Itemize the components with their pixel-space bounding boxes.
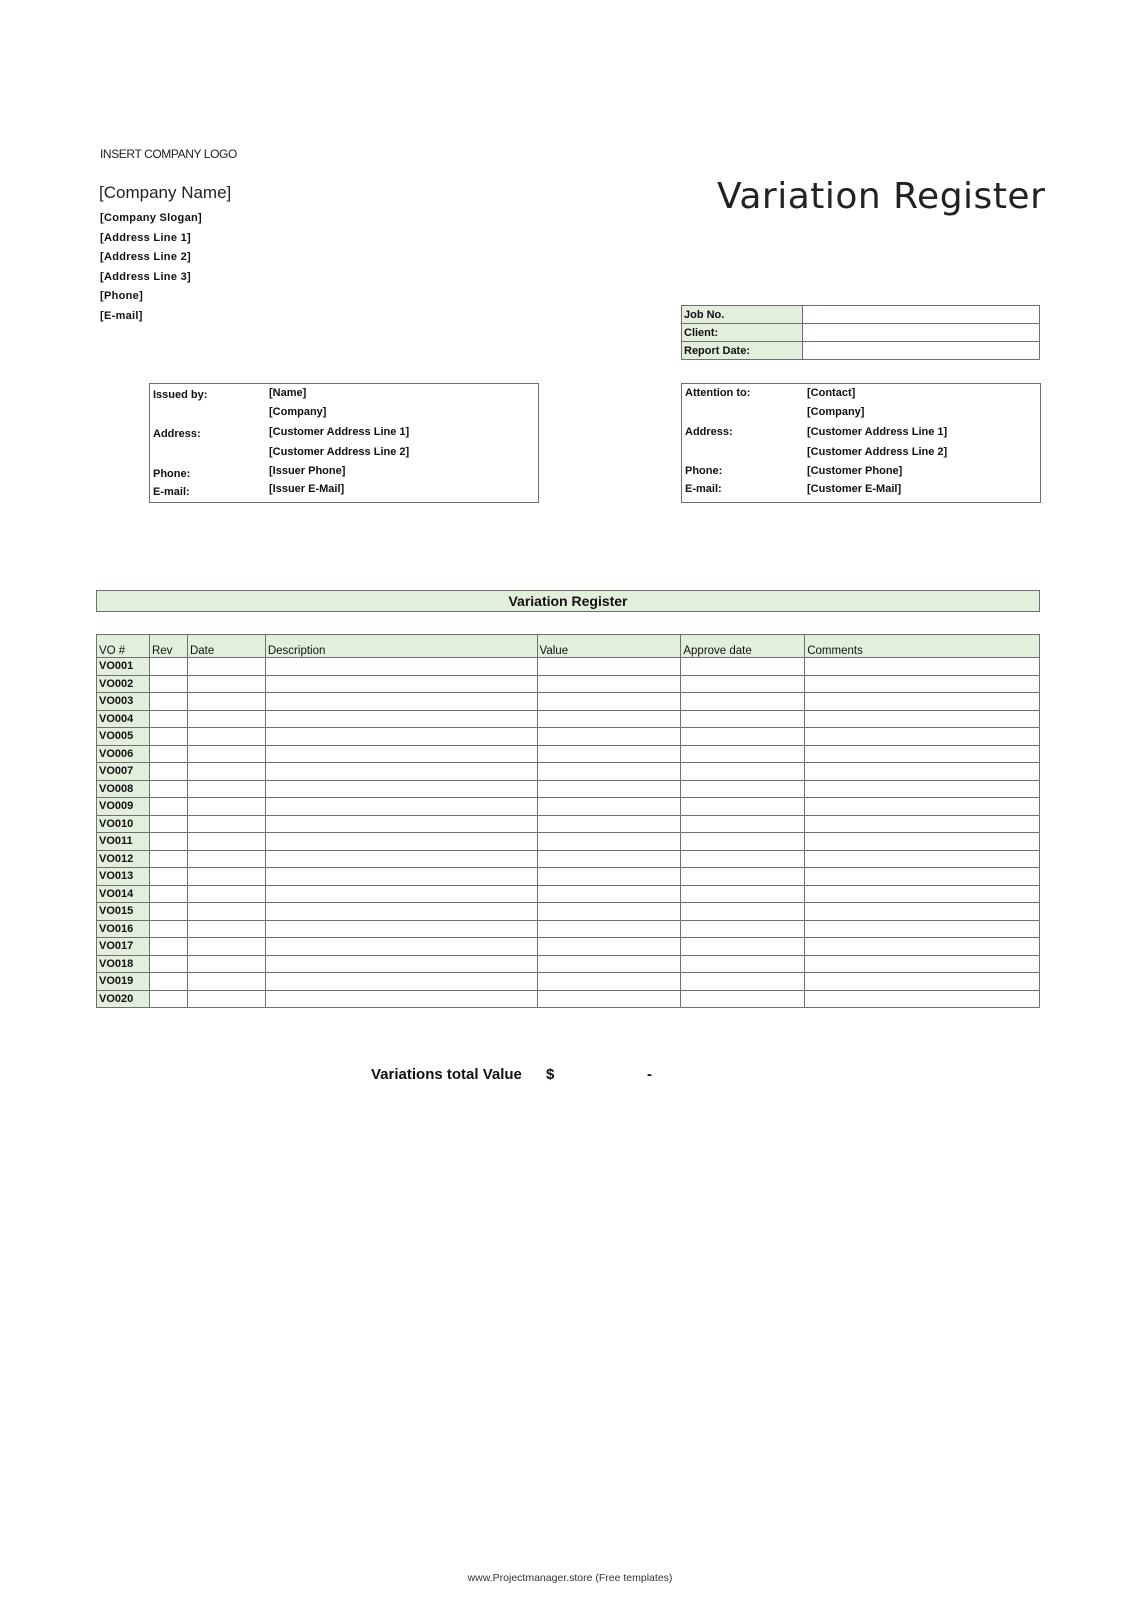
table-cell[interactable] [187, 798, 265, 816]
table-row [97, 973, 1040, 991]
table-cell[interactable] [149, 780, 187, 798]
issuer-address-label: Address: [153, 428, 201, 440]
table-row [97, 710, 1040, 728]
table-cell[interactable] [149, 763, 187, 781]
table-cell[interactable] [149, 798, 187, 816]
attention-company[interactable]: [Company] [807, 406, 865, 418]
column-header: Comments [805, 635, 1040, 658]
table-cell[interactable] [805, 728, 1040, 746]
table-row [97, 920, 1040, 938]
table-cell[interactable] [805, 815, 1040, 833]
attention-email[interactable]: [Customer E-Mail] [807, 483, 902, 495]
issuer-address-line-2[interactable]: [Customer Address Line 2] [269, 446, 410, 458]
attention-box [681, 383, 1041, 503]
table-cell[interactable] [187, 763, 265, 781]
issuer-phone[interactable]: [Issuer Phone] [269, 465, 346, 477]
table-cell[interactable] [265, 780, 537, 798]
table-cell[interactable] [265, 955, 537, 973]
table-cell[interactable] [681, 798, 805, 816]
table-cell[interactable] [265, 710, 537, 728]
table-cell[interactable] [187, 903, 265, 921]
column-header: Value [537, 635, 681, 658]
total-value: - [647, 1066, 652, 1083]
table-cell[interactable] [537, 990, 681, 1008]
table-cell[interactable] [265, 728, 537, 746]
variation-register-table [96, 634, 1040, 1008]
table-cell[interactable] [805, 920, 1040, 938]
table-cell[interactable] [149, 973, 187, 991]
table-cell[interactable] [187, 693, 265, 711]
table-cell[interactable] [265, 973, 537, 991]
vo-number-cell: VO015 [97, 903, 150, 921]
vo-number-cell: VO012 [97, 850, 150, 868]
table-cell[interactable] [681, 658, 805, 676]
table-cell[interactable] [265, 920, 537, 938]
table-cell[interactable] [805, 990, 1040, 1008]
attention-address-line-1[interactable]: [Customer Address Line 1] [807, 426, 948, 438]
company-address-line-1: [Address Line 1] [100, 231, 191, 244]
table-row [97, 903, 1040, 921]
issuer-email[interactable]: [Issuer E-Mail] [269, 483, 345, 495]
attention-phone[interactable]: [Customer Phone] [807, 465, 903, 477]
table-row [97, 693, 1040, 711]
company-phone: [Phone] [100, 290, 144, 302]
job-no-value[interactable] [803, 306, 1040, 324]
job-info-row [682, 342, 1040, 360]
register-banner: Variation Register [96, 590, 1040, 612]
table-cell[interactable] [681, 710, 805, 728]
table-cell[interactable] [149, 675, 187, 693]
table-cell[interactable] [805, 885, 1040, 903]
vo-number-cell: VO014 [97, 885, 150, 903]
table-row [97, 833, 1040, 851]
table-cell[interactable] [681, 938, 805, 956]
table-cell[interactable] [537, 833, 681, 851]
company-address-line-2: [Address Line 2] [100, 251, 191, 263]
table-cell[interactable] [149, 833, 187, 851]
column-header: Rev [149, 635, 187, 658]
table-cell[interactable] [149, 903, 187, 921]
total-currency: $ [546, 1066, 555, 1083]
table-cell[interactable] [149, 745, 187, 763]
table-cell[interactable] [681, 745, 805, 763]
table-cell[interactable] [681, 728, 805, 746]
table-cell[interactable] [805, 955, 1040, 973]
table-cell[interactable] [265, 693, 537, 711]
table-cell[interactable] [537, 798, 681, 816]
table-cell[interactable] [681, 850, 805, 868]
table-cell[interactable] [187, 728, 265, 746]
table-cell[interactable] [187, 675, 265, 693]
client-label: Client: [682, 324, 803, 342]
table-cell[interactable] [537, 955, 681, 973]
table-cell[interactable] [187, 973, 265, 991]
client-value[interactable] [803, 324, 1040, 342]
table-cell[interactable] [681, 815, 805, 833]
table-cell[interactable] [805, 675, 1040, 693]
table-cell[interactable] [805, 693, 1040, 711]
vo-number-cell: VO005 [97, 728, 150, 746]
table-cell[interactable] [149, 955, 187, 973]
table-row [97, 798, 1040, 816]
table-cell[interactable] [265, 990, 537, 1008]
company-slogan: [Company Slogan] [100, 212, 202, 224]
table-row [97, 955, 1040, 973]
vo-number-cell: VO017 [97, 938, 150, 956]
table-cell[interactable] [187, 938, 265, 956]
table-cell[interactable] [537, 903, 681, 921]
table-cell[interactable] [265, 658, 537, 676]
table-cell[interactable] [149, 990, 187, 1008]
vo-number-cell: VO020 [97, 990, 150, 1008]
issuer-phone-label: Phone: [153, 468, 191, 480]
issuer-name[interactable]: [Name] [269, 387, 307, 399]
table-cell[interactable] [187, 833, 265, 851]
table-cell[interactable] [805, 938, 1040, 956]
table-cell[interactable] [149, 693, 187, 711]
table-cell[interactable] [537, 868, 681, 886]
table-cell[interactable] [681, 920, 805, 938]
table-cell[interactable] [265, 903, 537, 921]
table-cell[interactable] [187, 920, 265, 938]
table-row [97, 728, 1040, 746]
table-cell[interactable] [149, 658, 187, 676]
table-cell[interactable] [537, 973, 681, 991]
table-cell[interactable] [681, 955, 805, 973]
table-row [97, 658, 1040, 676]
table-cell[interactable] [149, 868, 187, 886]
company-address-line-3: [Address Line 3] [100, 270, 191, 283]
table-cell[interactable] [681, 780, 805, 798]
table-cell[interactable] [681, 903, 805, 921]
vo-number-cell: VO013 [97, 868, 150, 886]
table-cell[interactable] [805, 780, 1040, 798]
vo-number-cell: VO004 [97, 710, 150, 728]
table-cell[interactable] [537, 675, 681, 693]
issued-by-label: Issued by: [153, 389, 208, 401]
table-cell[interactable] [187, 868, 265, 886]
table-cell[interactable] [149, 815, 187, 833]
vo-number-cell: VO003 [97, 693, 150, 711]
table-cell[interactable] [537, 658, 681, 676]
table-row [97, 938, 1040, 956]
column-header: Description [265, 635, 537, 658]
vo-number-cell: VO010 [97, 815, 150, 833]
table-row [97, 850, 1040, 868]
report-date-label: Report Date: [682, 342, 803, 360]
table-cell[interactable] [537, 763, 681, 781]
table-cell[interactable] [187, 658, 265, 676]
table-cell[interactable] [805, 745, 1040, 763]
table-cell[interactable] [681, 833, 805, 851]
company-name: [Company Name] [99, 183, 232, 202]
table-cell[interactable] [537, 815, 681, 833]
table-cell[interactable] [805, 973, 1040, 991]
table-cell[interactable] [187, 990, 265, 1008]
table-cell[interactable] [681, 763, 805, 781]
job-info-table [681, 305, 1040, 360]
table-cell[interactable] [805, 763, 1040, 781]
table-cell[interactable] [537, 885, 681, 903]
table-cell[interactable] [537, 728, 681, 746]
vo-number-cell: VO018 [97, 955, 150, 973]
table-cell[interactable] [265, 815, 537, 833]
vo-number-cell: VO006 [97, 745, 150, 763]
table-cell[interactable] [149, 938, 187, 956]
table-cell[interactable] [805, 710, 1040, 728]
table-cell[interactable] [537, 745, 681, 763]
vo-number-cell: VO007 [97, 763, 150, 781]
table-row [97, 745, 1040, 763]
vo-number-cell: VO009 [97, 798, 150, 816]
table-cell[interactable] [805, 850, 1040, 868]
table-cell[interactable] [537, 710, 681, 728]
table-cell[interactable] [681, 868, 805, 886]
company-logo-placeholder: INSERT COMPANY LOGO [100, 147, 237, 161]
table-cell[interactable] [537, 938, 681, 956]
column-header: Date [187, 635, 265, 658]
vo-number-cell: VO019 [97, 973, 150, 991]
table-cell[interactable] [681, 973, 805, 991]
table-cell[interactable] [537, 693, 681, 711]
table-cell[interactable] [187, 885, 265, 903]
footer-link[interactable]: www.Projectmanager.store (Free templates) [467, 1572, 673, 1584]
table-cell[interactable] [265, 938, 537, 956]
table-row [97, 885, 1040, 903]
table-row [97, 990, 1040, 1008]
table-row [97, 868, 1040, 886]
attention-phone-label: Phone: [685, 465, 723, 477]
table-cell[interactable] [187, 955, 265, 973]
table-cell[interactable] [149, 850, 187, 868]
table-row [97, 780, 1040, 798]
table-cell[interactable] [187, 850, 265, 868]
attention-address-label: Address: [685, 426, 733, 438]
table-cell[interactable] [187, 815, 265, 833]
report-date-value[interactable] [803, 342, 1040, 360]
job-info-row [682, 306, 1040, 324]
issuer-box [149, 383, 539, 503]
table-cell[interactable] [265, 675, 537, 693]
table-cell[interactable] [681, 990, 805, 1008]
table-cell[interactable] [681, 675, 805, 693]
table-cell[interactable] [149, 728, 187, 746]
page-title: Variation Register [717, 176, 1046, 217]
vo-number-cell: VO011 [97, 833, 150, 851]
table-cell[interactable] [149, 920, 187, 938]
table-cell[interactable] [805, 798, 1040, 816]
table-cell[interactable] [681, 885, 805, 903]
table-cell[interactable] [537, 920, 681, 938]
table-cell[interactable] [681, 693, 805, 711]
table-cell[interactable] [265, 885, 537, 903]
table-header-row [97, 635, 1040, 658]
issuer-email-label: E-mail: [153, 486, 190, 498]
vo-number-cell: VO002 [97, 675, 150, 693]
table-cell[interactable] [187, 745, 265, 763]
table-cell[interactable] [265, 763, 537, 781]
table-row [97, 815, 1040, 833]
column-header: VO # [97, 635, 150, 658]
table-row [97, 675, 1040, 693]
table-cell[interactable] [265, 833, 537, 851]
vo-number-cell: VO001 [97, 658, 150, 676]
issuer-company[interactable]: [Company] [269, 406, 327, 418]
company-email: [E-mail] [100, 309, 143, 322]
table-cell[interactable] [149, 885, 187, 903]
company-details [100, 209, 202, 326]
attention-contact[interactable]: [Contact] [807, 387, 856, 399]
table-cell[interactable] [805, 868, 1040, 886]
vo-number-cell: VO016 [97, 920, 150, 938]
job-info-row [682, 324, 1040, 342]
table-cell[interactable] [805, 833, 1040, 851]
attention-address-line-2[interactable]: [Customer Address Line 2] [807, 446, 948, 458]
vo-number-cell: VO008 [97, 780, 150, 798]
table-cell[interactable] [149, 710, 187, 728]
table-cell[interactable] [805, 658, 1040, 676]
table-cell[interactable] [187, 780, 265, 798]
table-cell[interactable] [537, 780, 681, 798]
table-cell[interactable] [805, 903, 1040, 921]
table-cell[interactable] [265, 745, 537, 763]
table-cell[interactable] [537, 850, 681, 868]
total-label: Variations total Value [371, 1066, 522, 1083]
attention-email-label: E-mail: [685, 483, 722, 495]
job-no-label: Job No. [682, 306, 803, 324]
table-cell[interactable] [265, 868, 537, 886]
table-cell[interactable] [187, 710, 265, 728]
attention-label: Attention to: [685, 387, 751, 399]
table-cell[interactable] [265, 850, 537, 868]
table-cell[interactable] [265, 798, 537, 816]
issuer-address-line-1[interactable]: [Customer Address Line 1] [269, 426, 410, 438]
column-header: Approve date [681, 635, 805, 658]
table-row [97, 763, 1040, 781]
